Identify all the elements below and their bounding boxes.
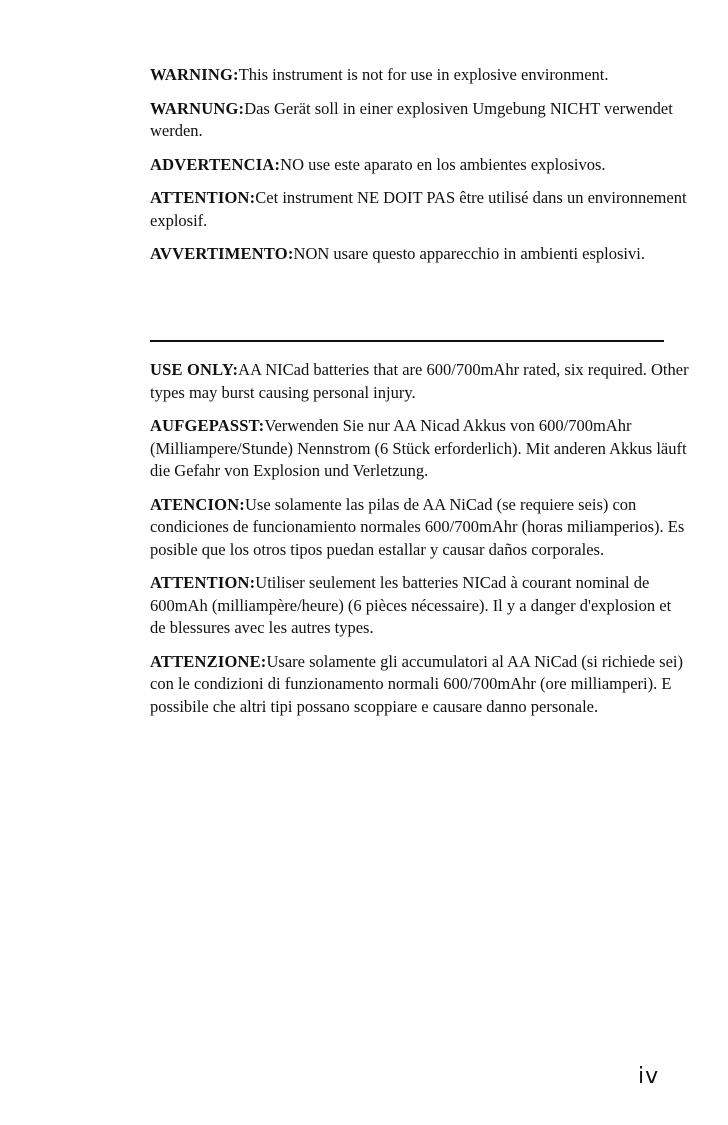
page-number: iv — [638, 1064, 660, 1089]
battery-notice-italian — [150, 651, 690, 719]
battery-notice-german — [150, 415, 690, 483]
battery-notice-spanish — [150, 494, 690, 562]
warning-label: WARNUNG: — [150, 98, 245, 118]
notice-text: Usare solamente gli accumulatori al AA NiCad (si richiede sei) con le condizioni di funzionamento normali 600/700mAhr (ore milliamperi). E possibile che altri tipi possano scoppiare e causare danno personale. — [150, 651, 683, 716]
notice-label: USE ONLY: — [150, 360, 239, 379]
warning-french — [150, 187, 690, 232]
warning-label: AVVERTIMENTO: — [150, 244, 294, 263]
warning-italian — [150, 243, 690, 266]
warning-text: This instrument is not for use in explosive environment. — [238, 65, 609, 84]
warning-text: Das Gerät soll in einer explosiven Umgebung NICHT verwendet werden. — [150, 98, 673, 140]
section-divider — [150, 340, 664, 342]
battery-notice-french — [150, 572, 690, 640]
battery-notice-english — [150, 359, 690, 404]
battery-notices-section — [150, 359, 690, 729]
warning-german — [150, 98, 690, 143]
warning-text: NO use este aparato en los ambientes explosivos. — [280, 154, 606, 174]
warning-label: ATTENTION: — [150, 188, 256, 207]
notice-label: ATTENTION: — [150, 573, 256, 592]
notice-text: AA NICad batteries that are 600/700mAhr rated, six required. Other types may burst causing personal injury. — [150, 360, 689, 402]
notice-text: Utiliser seulement les batteries NICad à courant nominal de 600mAh (milliampère/heure) (6 pièces nécessaire). Il y a danger d'explosion et de blessures avec les autres types. — [150, 573, 672, 637]
notice-text: Verwenden Sie nur AA Nicad Akkus von 600/700mAhr (Milliampere/Stunde) Nennstrom (6 Stück erforderlich). Mit anderen Akkus läuft die Gefahr von Explosion und Verletzung. — [150, 416, 687, 480]
warning-label: ADVERTENCIA: — [150, 154, 281, 174]
notice-label: AUFGEPASST: — [150, 416, 265, 435]
warning-english — [150, 64, 690, 87]
notice-label: ATTENZIONE: — [150, 651, 267, 671]
notice-label: ATENCION: — [150, 494, 245, 514]
warning-text: Cet instrument NE DOIT PAS être utilisé dans un environnement explosif. — [150, 188, 687, 230]
warnings-section — [150, 64, 690, 277]
warning-spanish — [150, 154, 690, 177]
warning-text: NON usare questo apparecchio in ambienti esplosivi. — [293, 244, 645, 263]
warning-label: WARNING: — [150, 65, 239, 84]
notice-text: Use solamente las pilas de AA NiCad (se requiere seis) con condiciones de funcionamiento normales 600/700mAhr (horas miliamperios). Es posible que los otros tipos puedan estallar y causar daños corporales. — [150, 494, 685, 559]
